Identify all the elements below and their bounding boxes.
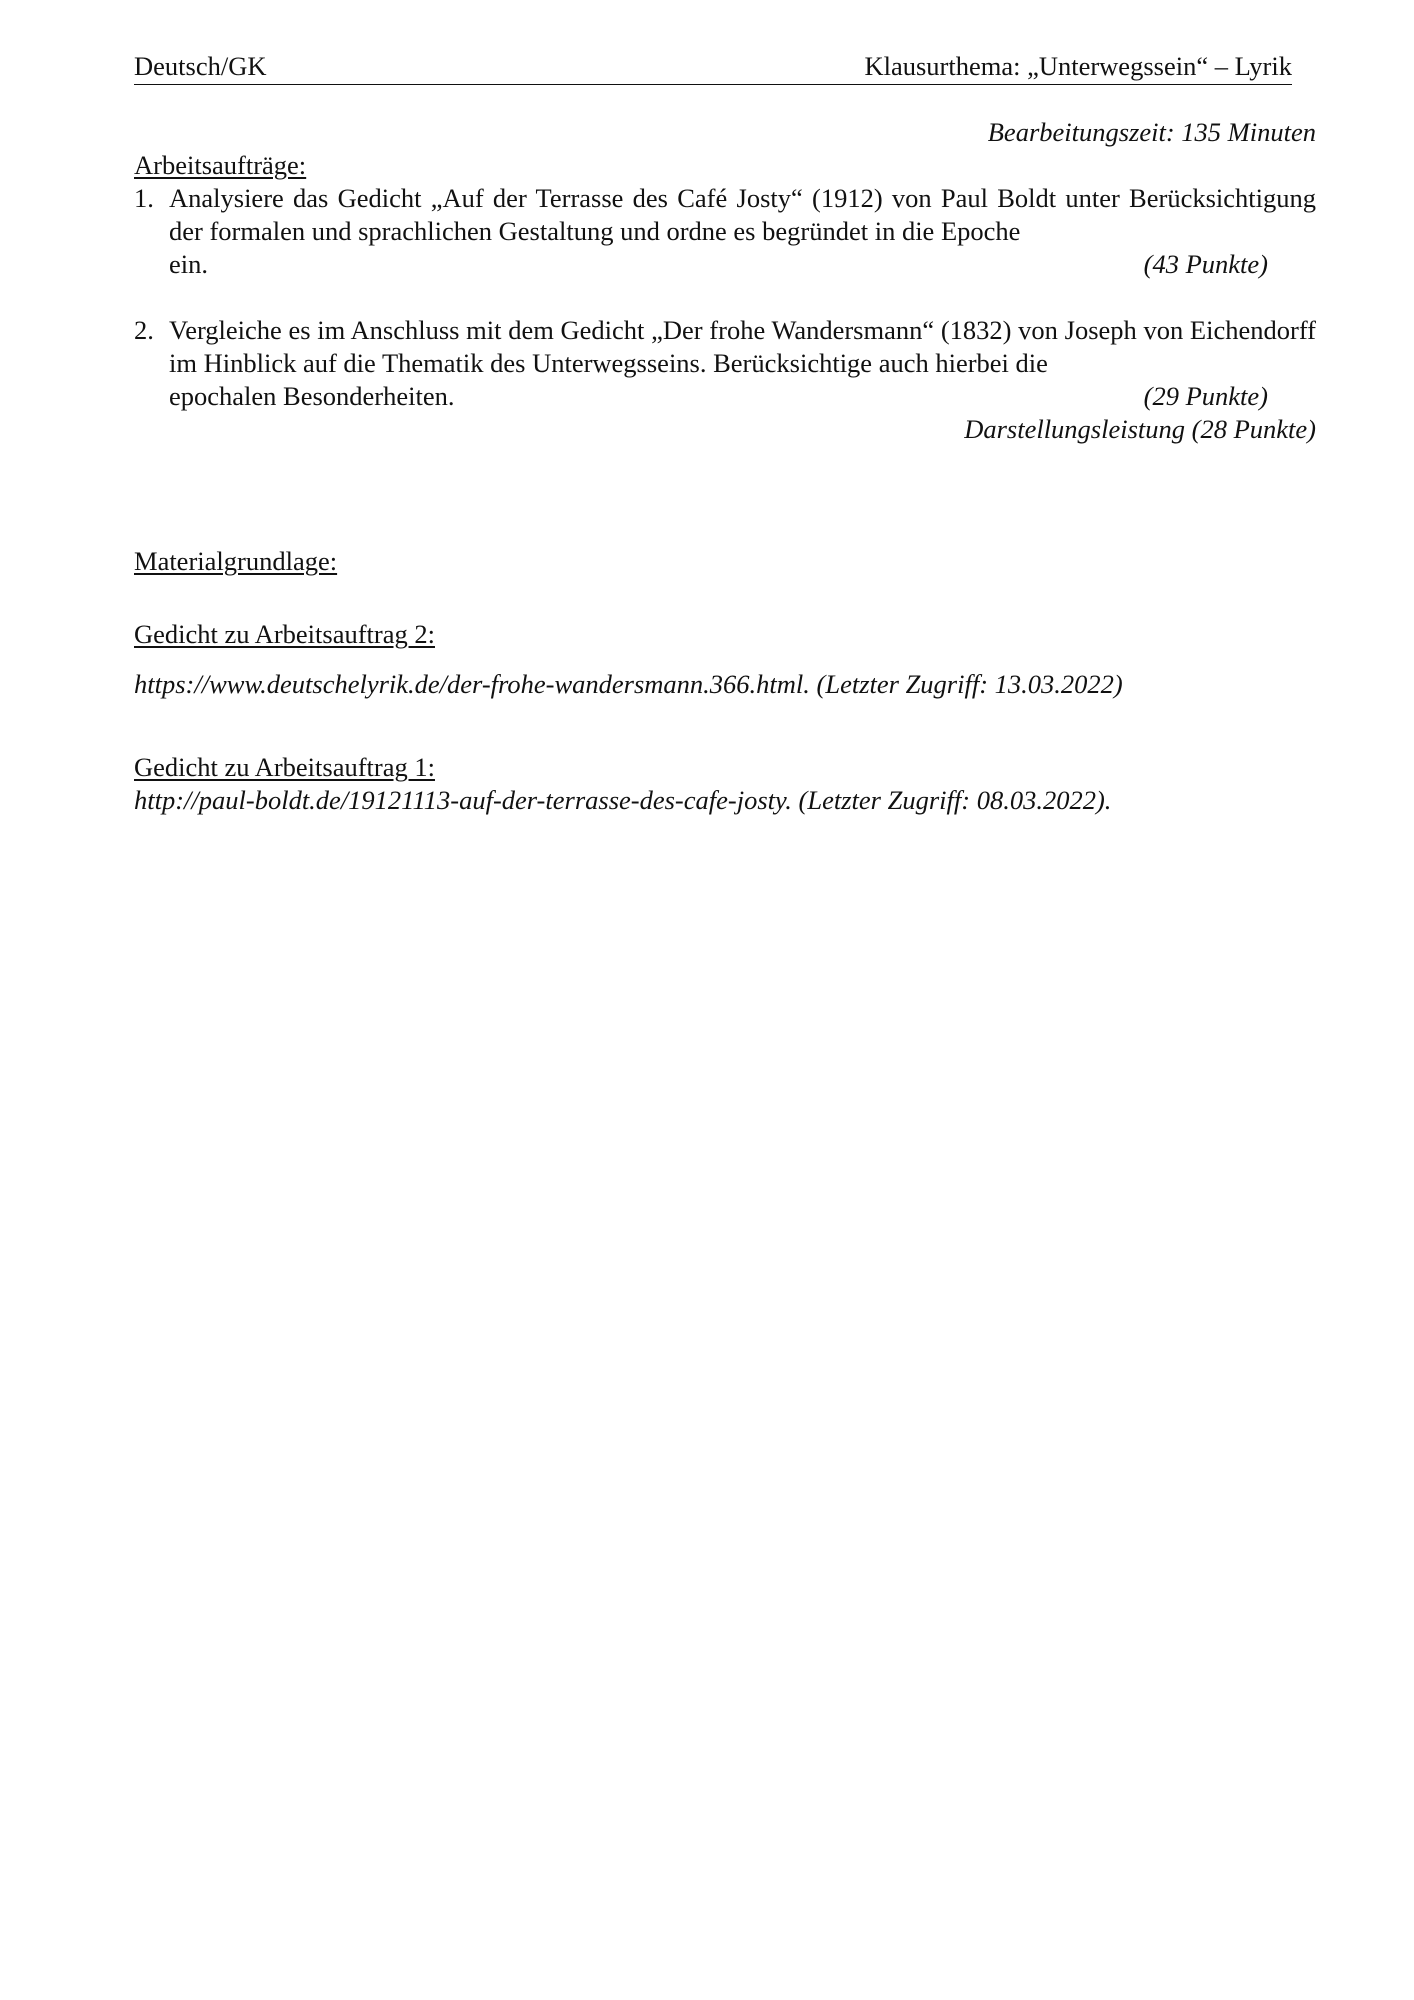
header-topic: Klausurthema: „Unterwegssein“ – Lyrik	[864, 51, 1292, 81]
tasks-heading: Arbeitsaufträge:	[134, 150, 307, 180]
material-heading: Materialgrundlage:	[134, 546, 338, 576]
material-2-source: https://www.deutschelyrik.de/der-frohe-wandersmann.366.html. (Letzter Zugriff: 13.03.2022)	[134, 669, 1123, 699]
task-points: (43 Punkte)	[1143, 249, 1268, 279]
header-subject: Deutsch/GK	[134, 51, 267, 81]
material-1-heading: Gedicht zu Arbeitsauftrag 1:	[134, 752, 435, 782]
working-time: Bearbeitungszeit: 135 Minuten	[987, 117, 1316, 147]
task-text: Analysiere das Gedicht „Auf der Terrasse des Café Josty“ (1912) von Paul Boldt unter Berücksichtigung der formalen und sprachlichen Gestaltung und ordne es begründet in die Epoche	[169, 183, 1316, 246]
document-page	[134, 0, 1316, 2000]
material-2-heading: Gedicht zu Arbeitsauftrag 2:	[134, 619, 435, 649]
task-number: 1.	[134, 183, 154, 213]
task-number: 2.	[134, 315, 154, 345]
task-points: (29 Punkte)	[1143, 381, 1268, 411]
material-1-source: http://paul-boldt.de/19121113-auf-der-terrasse-des-cafe-josty. (Letzter Zugriff: 08.03.2022).	[134, 785, 1112, 815]
presentation-points: Darstellungsleistung (28 Punkte)	[964, 414, 1316, 444]
task-text-last-line: epochalen Besonderheiten.	[169, 381, 455, 411]
task-text: Vergleiche es im Anschluss mit dem Gedicht „Der frohe Wandersmann“ (1832) von Joseph von Eichendorff im Hinblick auf die Thematik des Unterwegsseins. Berücksichtige auch hierbei die	[169, 315, 1316, 378]
task-text-last-line: ein.	[169, 249, 208, 279]
page-header	[134, 50, 1292, 85]
